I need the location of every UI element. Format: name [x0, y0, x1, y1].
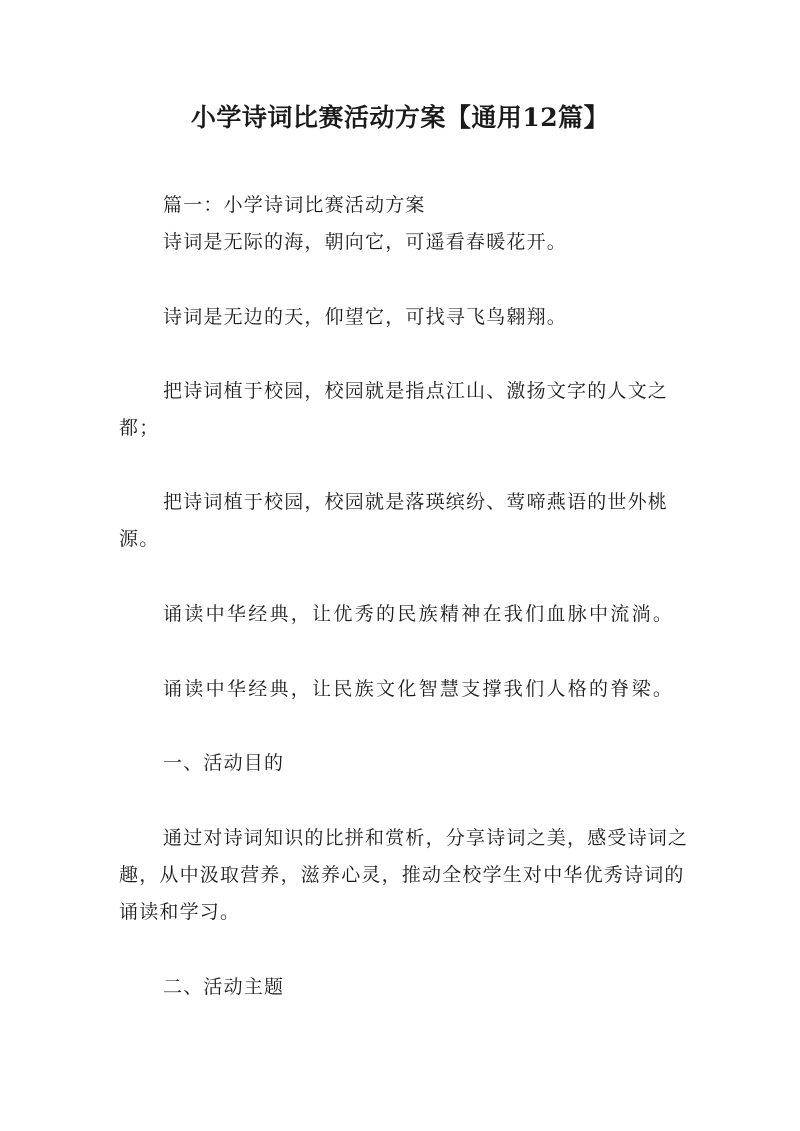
section-heading-theme: 二、活动主题 — [163, 976, 285, 998]
paragraph: 诗词是无边的天，仰望它，可找寻飞鸟翱翔。 — [163, 306, 568, 328]
document-title: 小学诗词比赛活动方案【通用12篇】 — [190, 103, 610, 132]
paragraph: 诵读中华经典，让民族文化智慧支撑我们人格的脊梁。 — [163, 678, 675, 700]
section-heading-purpose: 一、活动目的 — [163, 752, 285, 774]
paragraph: 诗词是无际的海，朝向它，可遥看春暖花开。 — [163, 231, 568, 253]
paragraph: 诵读中华经典，让优秀的民族精神在我们血脉中流淌。 — [163, 603, 675, 625]
section-subtitle: 篇一：小学诗词比赛活动方案 — [163, 194, 426, 216]
paragraph: 把诗词植于校园，校园就是落瑛缤纷、莺啼燕语的世外桃源。 — [119, 491, 669, 550]
paragraph: 通过对诗词知识的比拼和赏析，分享诗词之美，感受诗词之趣，从中汲取营养，滋养心灵，推动全校学生对中华优秀诗词的诵读和学习。 — [119, 827, 689, 923]
paragraph: 把诗词植于校园，校园就是指点江山、激扬文字的人文之都； — [119, 380, 669, 439]
